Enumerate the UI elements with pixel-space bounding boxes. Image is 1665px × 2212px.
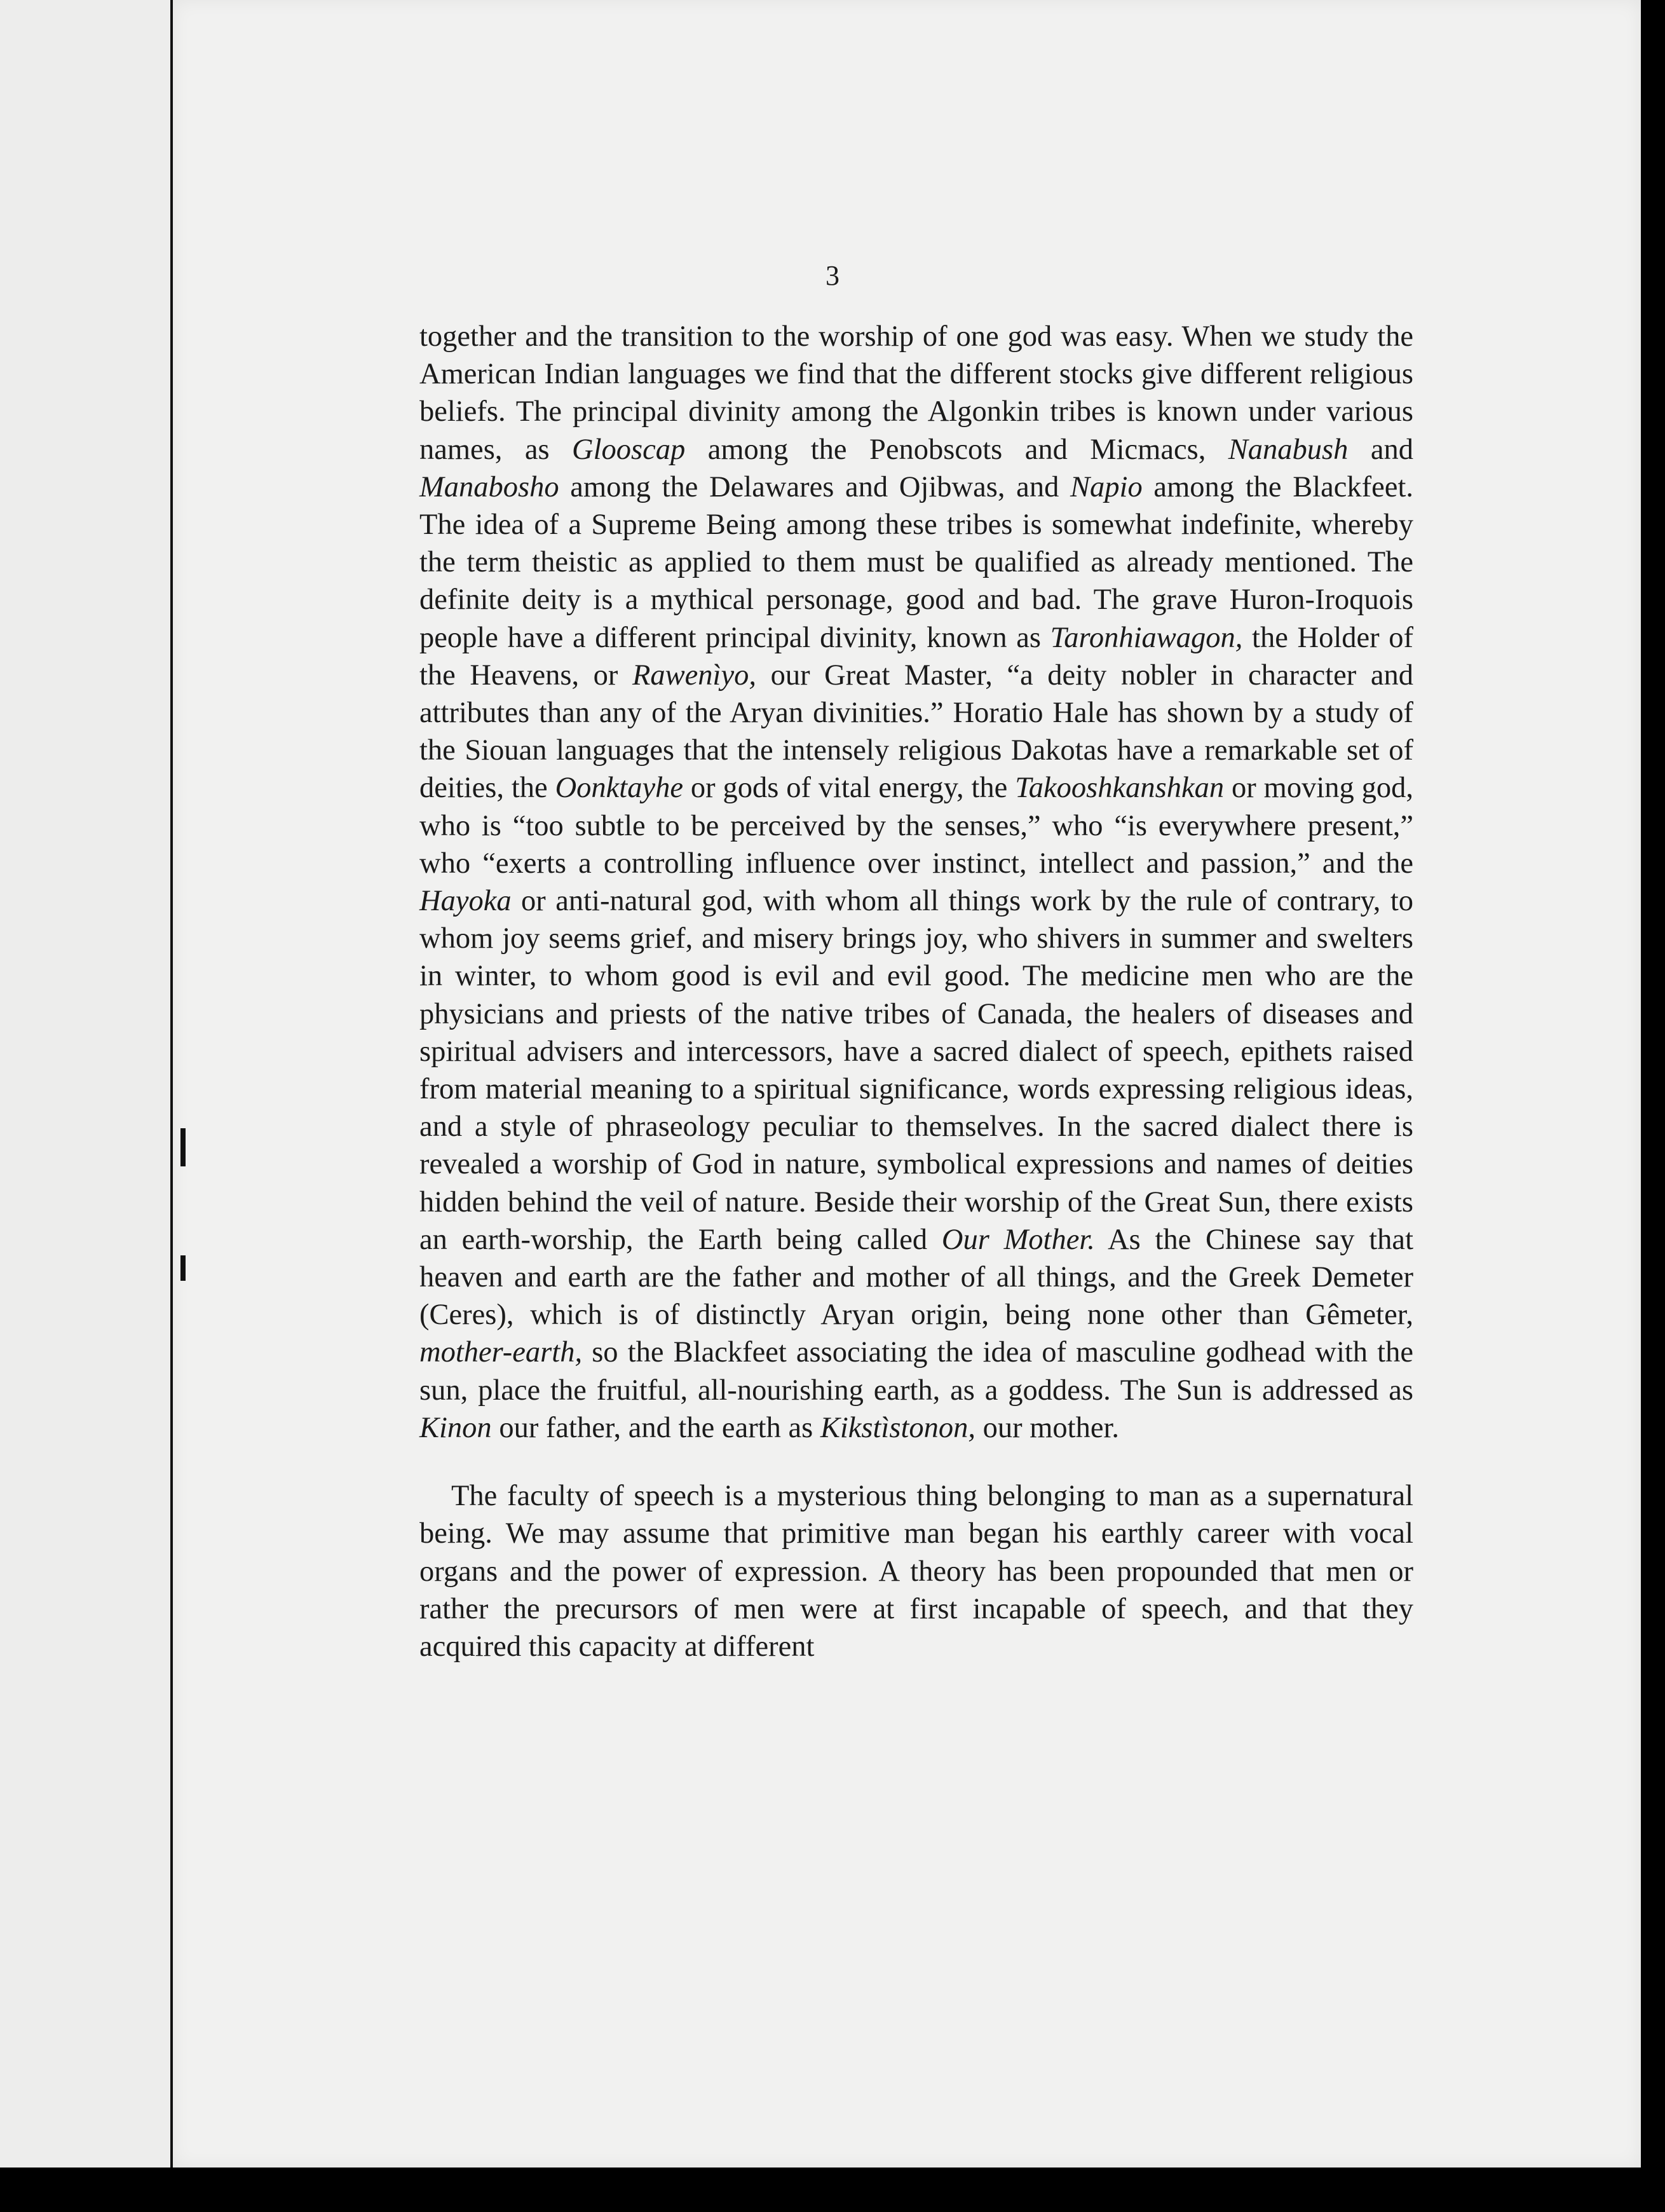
text-run: among the Delawares and Ojibwas, and bbox=[559, 470, 1071, 503]
italic-term: Taronhiawagon, bbox=[1050, 621, 1243, 654]
text-run: the Holder of the Heavens, or bbox=[419, 621, 1414, 692]
text-run: or gods of vital energy, the bbox=[683, 772, 1016, 805]
italic-term: mother-earth, bbox=[419, 1336, 583, 1369]
scan-border-right bbox=[1641, 0, 1665, 2212]
margin-mark bbox=[180, 1128, 186, 1166]
binding-edge bbox=[0, 0, 173, 2212]
scan-border-bottom bbox=[0, 2168, 1665, 2212]
body-text bbox=[419, 318, 1413, 1665]
text-run: among the Blackfeet. The idea of a Supreme Being among these tribes is somewhat indefinite, whereby the term theistic as applied to them must be qualified as already mentioned. The definite deity is a mythical personage, good and bad. The grave Huron-Iroquois people have a different principal divinity, known as bbox=[419, 470, 1413, 654]
text-run: our father, and the earth as bbox=[491, 1411, 820, 1444]
text-run: our Great Master, “a deity nobler in character and attributes than any of the Aryan divinities.” Horatio Hale has shown by a study of the Siouan languages that the intensely religious Dakotas have a remarkable set of deities, the bbox=[419, 659, 1414, 805]
text-run: As the Chinese say that heaven and earth are the father and mother of all things, and the Greek Demeter (Ceres), which is of distinctly Aryan origin, being none other than Gêmeter, bbox=[419, 1223, 1413, 1332]
text-run: so the Blackfeet associating the idea of masculine godhead with the sun, place the fruitful, all-nourishing earth, as a goddess. The Sun is addressed as bbox=[419, 1336, 1413, 1407]
margin-mark bbox=[180, 1255, 186, 1281]
text-run: our mother. bbox=[975, 1411, 1120, 1444]
text-run: among the Penobscots and Micmacs, bbox=[685, 433, 1228, 466]
italic-term: Our Mother. bbox=[941, 1223, 1095, 1256]
italic-term: Manabosho bbox=[419, 470, 559, 503]
text-run: and bbox=[1348, 433, 1414, 466]
italic-term: Kikstìstonon, bbox=[820, 1411, 975, 1444]
italic-term: Takooshkanshkan bbox=[1015, 772, 1225, 805]
italic-term: Oonktayhe bbox=[555, 772, 683, 805]
text-run: The faculty of speech is a mysterious thing belonging to man as a supernatural being. We may assume that primitive man began his earthly career with vocal organs and the power of expression. A theory has been propounded that men or rather the precursors of men were at first incapable of speech, and that they acquired this capacity at different bbox=[419, 1480, 1413, 1663]
paragraph-1 bbox=[419, 318, 1413, 1447]
italic-term: Napio bbox=[1070, 470, 1143, 503]
italic-term: Glooscap bbox=[572, 433, 686, 466]
text-run: or anti-natural god, with whom all things work by the rule of contrary, to whom joy seems grief, and misery brings joy, who shivers in summer and swelters in winter, to whom good is evil and evil good. The medicine men who are the physicians and priests of the native tribes of Canada, the healers of diseases and spiritual advisers and intercessors, have a sacred dialect of speech, epithets raised from material meaning to a spiritual significance, words expressing religious ideas, and a style of phraseology peculiar to themselves. In the sacred dialect there is revealed a worship of God in nature, symbolical expressions and names of deities hidden behind the veil of nature. Beside their worship of the Great Sun, there exists an earth-worship, the Earth being called bbox=[419, 885, 1413, 1256]
italic-term: Rawenìyo, bbox=[632, 659, 756, 692]
italic-term: Nanabush bbox=[1228, 433, 1349, 466]
page-number: 3 bbox=[826, 260, 839, 291]
italic-term: Kinon bbox=[419, 1411, 492, 1444]
paragraph-2 bbox=[419, 1477, 1413, 1665]
italic-term: Hayoka bbox=[419, 885, 512, 918]
text-run: or moving god, who is “too subtle to be perceived by the senses,” who “is everywhere present,” who “exerts a controlling influence over instinct, intellect and passion,” and the bbox=[419, 772, 1413, 880]
text-run: together and the transition to the worship of one god was easy. When we study the American Indian languages we find that the different stocks give different religious beliefs. The principal divinity among the Algonkin tribes is known under various names, as bbox=[419, 320, 1413, 466]
